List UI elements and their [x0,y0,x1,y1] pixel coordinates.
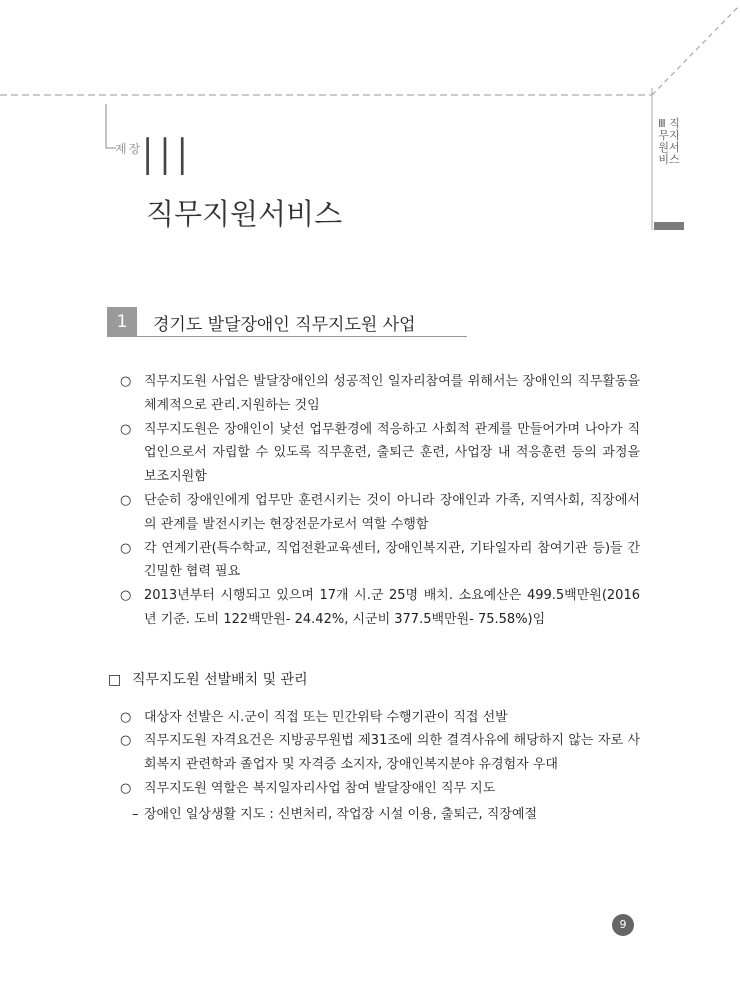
side-tab-bar [654,222,684,230]
bullet-marker: ○ [120,374,132,389]
chapter-title: 직무지원서비스 [146,197,343,231]
bullet-text: 2013년부터 시행되고 있으며 17개 시.군 25명 배치. 소요예산은 499.5백만원(2016년 기준. 도비 122백만원- 24.42%, 시군비 377.5백만원- 75.58%)임 [144,588,640,627]
section-number: 1 [107,307,137,337]
bullet-item [110,729,640,777]
bullet-text: 직무지도원 역할은 복지일자리사업 참여 발달장애인 직무 지도 [144,780,496,796]
bullet-marker: ○ [120,733,132,749]
bullet-marker: ○ [120,588,132,604]
dash-text: 장애인 일상생활 지도 : 신변처리, 작업장 시설 이용, 출퇴근, 직장예절 [144,806,538,822]
bullet-marker: ○ [120,421,132,437]
section-heading [107,307,467,337]
bullet-item [110,584,640,632]
bullet-text: 각 연계기관(특수학교, 직업전환교육센터, 장애인복지관, 기타일자리 참여기관 등)들 간 긴밀한 협력 필요 [144,540,640,580]
page-number: 9 [612,914,634,936]
bullet-item [110,777,640,801]
bullet-text: 직무지도원은 장애인이 낯선 업무환경에 적응하고 사회적 관계를 만들어가며 나아가 직업인으로서 자립할 수 있도록 직무훈련, 출퇴근 훈련, 사업장 내 적응훈련 등의 과정을 보조지원함 [144,421,640,485]
bullet-item [110,537,640,585]
section-title: 경기도 발달장애인 직무지도원 사업 [153,315,416,335]
bullet-marker: ○ [120,780,132,796]
diagonal-dashed-rule [652,5,740,95]
bullet-marker: ○ [120,709,132,725]
bullet-item [110,418,640,489]
dash-marker: – [132,806,139,822]
dash-item [110,803,640,827]
section-underline [107,336,467,337]
bullet-text: 대상자 선발은 시.군이 직접 또는 민간위탁 수행기관이 직접 선발 [144,709,508,725]
bullet-text: 직무지도원 자격요건은 지방공무원법 제31조에 의한 결격사유에 해당하지 않는 자로 사회복지 관련학과 졸업자 및 자격증 소지자, 장애인복지분야 유경험자 우대 [144,733,640,773]
chapter-number: III [140,128,193,188]
subsection-marker: □ [108,671,122,688]
bullet-marker: ○ [120,540,132,556]
bullet-text: 직무지도원 사업은 발달장애인의 성공적인 일자리참여를 위해서는 장애인의 직무활동을 체계적으로 관리.지원하는 것임 [144,374,640,413]
bullet-item [110,489,640,537]
bullet-marker: ○ [120,492,132,508]
side-tab-text: Ⅲ 직무지원서비스 [658,117,680,166]
chapter-tab-label: 제장 [115,142,143,156]
subsection-title: 직무지도원 선발배치 및 관리 [132,671,308,688]
body-content [110,370,640,827]
bullet-item [110,370,640,418]
bullet-item [110,706,640,730]
bullet-text: 단순히 장애인에게 업무만 훈련시키는 것이 아니라 장애인과 가족, 지역사회, 직장에서의 관계를 발전시키는 현장전문가로서 역할 수행함 [144,492,640,532]
subsection-heading [108,669,640,693]
